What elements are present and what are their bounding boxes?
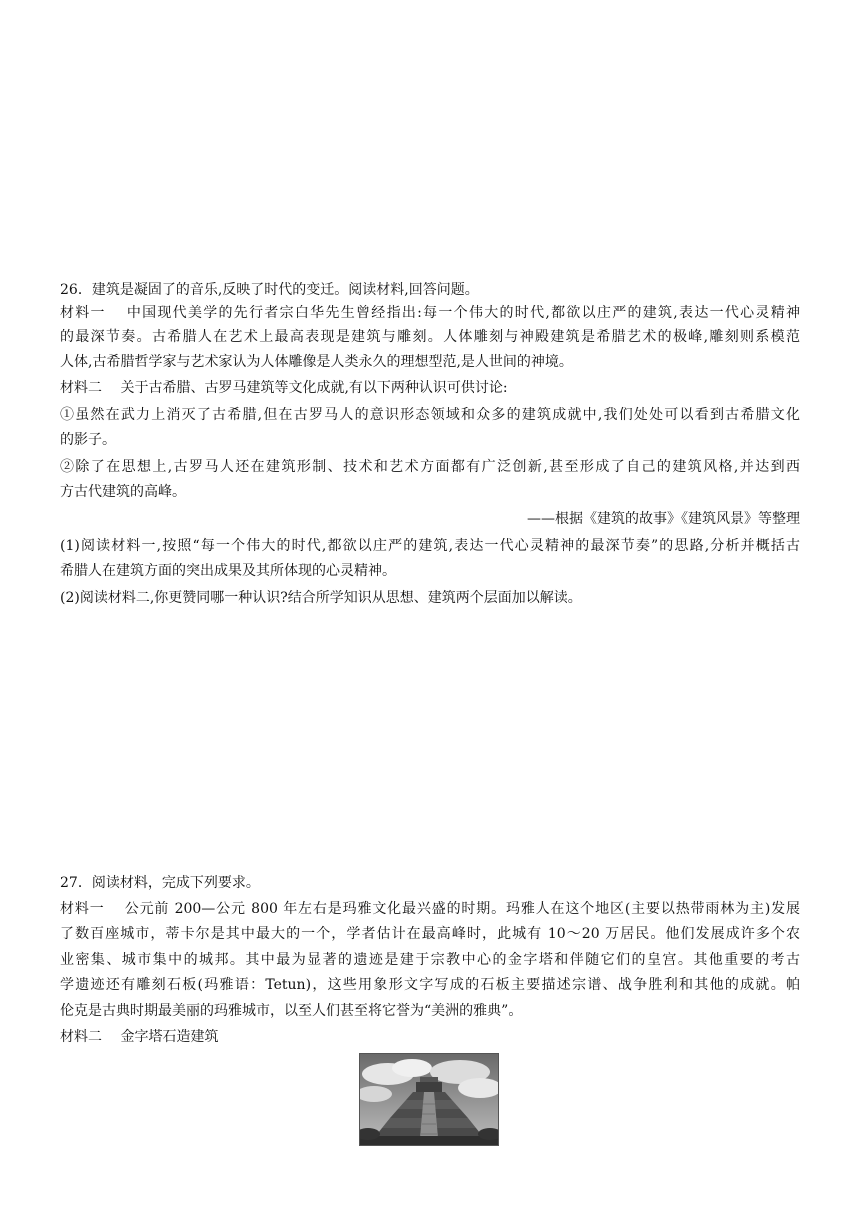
- q27-material1-line: 业密集、城市集中的城邦。其中最为显著的遗迹是建于宗教中心的金字塔和伴随它们的皇宫。其他重要的考古: [60, 952, 800, 968]
- q26-material1-line: 材料一 中国现代美学的先行者宗白华先生曾经指出:每一个伟大的时代,都欲以庄严的建筑,表达一代心灵精神: [60, 305, 800, 321]
- q26-view2-line: 方古代建筑的高峰。: [60, 484, 186, 500]
- pyramid-photo: [359, 1053, 499, 1146]
- q27-material1-line: 材料一 公元前 200—公元 800 年左右是玛雅文化最兴盛的时期。玛雅人在这个地区(主要以热带雨林为主)发展: [60, 901, 800, 917]
- q26-view1-line: 的影子。: [60, 432, 116, 448]
- q26-material1-line: 人体,古希腊哲学家与艺术家认为人体雕像是人类永久的理想型范,是人世间的神境。: [60, 354, 573, 370]
- q26-view2-line: ②除了在思想上,古罗马人还在建筑形制、技术和艺术方面都有广泛创新,甚至形成了自己的建筑风格,并达到西: [60, 459, 800, 475]
- q26-stem: 26．建筑是凝固了的音乐,反映了时代的变迁。阅读材料,回答问题。: [60, 282, 479, 298]
- q27-material1-line: 了数百座城市，蒂卡尔是其中最大的一个，学者估计在最高峰时，此城有 10～20 万居民。他们发展成许多个农: [60, 926, 800, 942]
- q26-material2-intro: 材料二 关于古希腊、古罗马建筑等文化成就,有以下两种认识可供讨论:: [60, 380, 508, 396]
- q27-material2-caption: 材料二 金字塔石造建筑: [60, 1029, 219, 1045]
- q26-sub1-line: 希腊人在建筑方面的突出成果及其所体现的心灵精神。: [60, 563, 396, 579]
- q26-sub2: (2)阅读材料二,你更赞同哪一种认识?结合所学知识从思想、建筑两个层面加以解读。: [60, 590, 582, 606]
- q26-view1-line: ①虽然在武力上消灭了古希腊,但在古罗马人的意识形态领域和众多的建筑成就中,我们处处可以看到古希腊文化: [60, 407, 800, 423]
- q27-material1-line: 伦克是古典时期最美丽的玛雅城市，以至人们甚至将它誉为“美洲的雅典”。: [60, 1003, 523, 1019]
- q26-material1-line: 的最深节奏。古希腊人在艺术上最高表现是建筑与雕刻。人体雕刻与神殿建筑是希腊艺术的极峰,雕刻则系模范: [60, 329, 800, 345]
- q26-source: ——根据《建筑的故事》《建筑风景》等整理: [527, 511, 800, 527]
- q26-sub1-line: (1)阅读材料一,按照“每一个伟大的时代,都欲以庄严的建筑,表达一代心灵精神的最深节奏”的思路,分析并概括古: [60, 538, 800, 554]
- q27-stem: 27．阅读材料，完成下列要求。: [60, 875, 260, 891]
- pyramid-icon: [360, 1054, 498, 1145]
- q27-material1-line: 学遗迹还有雕刻石板(玛雅语：Tetun)，这些用象形文字写成的石板主要描述宗谱、战争胜利和其他的成就。帕: [60, 977, 800, 993]
